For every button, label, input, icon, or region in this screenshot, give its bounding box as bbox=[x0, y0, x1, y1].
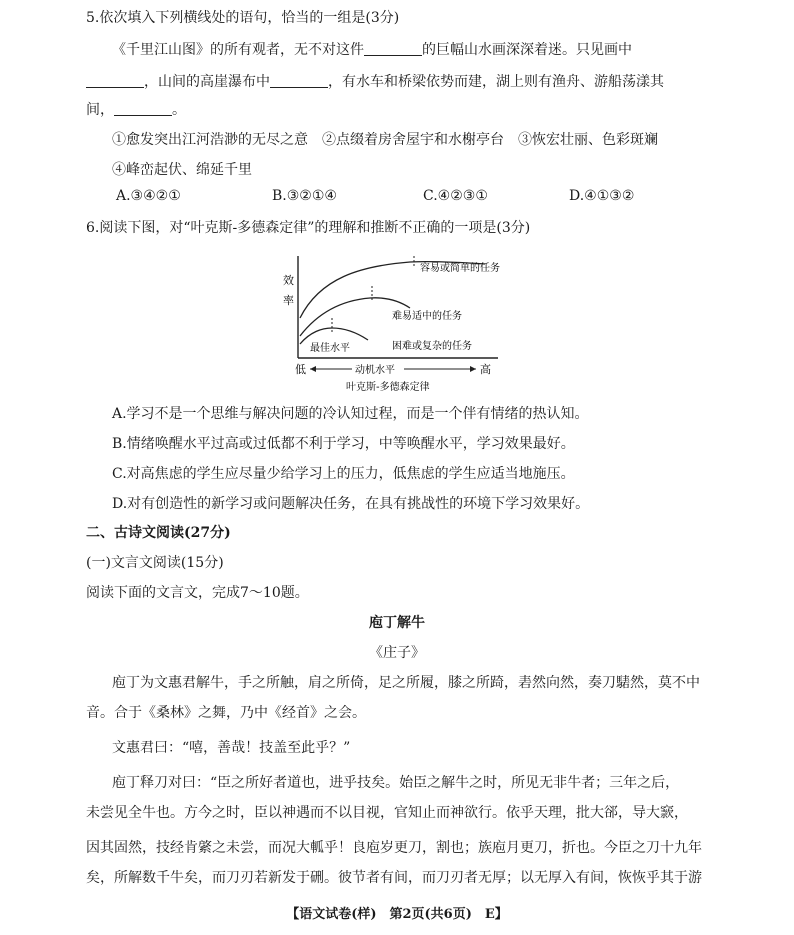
optimal-label: 最佳水平 bbox=[310, 343, 350, 354]
q5-items-1: ①愈发突出江河浩渺的无尽之意 ②点缀着房舍屋宇和水榭亭台 ③恢宏壮丽、色彩斑斓 bbox=[112, 132, 658, 148]
passage-p1-line1: 庖丁为文惠君解牛，手之所触，肩之所倚，足之所履，膝之所踦，砉然向然，奏刀騞然，莫不中 bbox=[112, 675, 700, 691]
q6-option-c: C.对高焦虑的学生应尽量少给学习上的压力，低焦虑的学生应适当地施压。 bbox=[112, 466, 575, 482]
q5-line3: 间， 。 bbox=[86, 102, 186, 118]
q5-line1: 《千里江山图》的所有观者，无不对这件 的巨幅山水画深深着迷。只见画中 bbox=[112, 42, 632, 58]
passage-author: 《庄子》 bbox=[369, 645, 425, 661]
q5-line2: ，山间的高崖瀑布中 ，有水车和桥梁依势而建，湖上则有渔舟、游船荡漾其 bbox=[86, 72, 664, 92]
q6-option-a: A.学习不是一个思维与解决问题的冷认知过程，而是一个伴有情绪的热认知。 bbox=[112, 406, 589, 422]
q5-option-d: D.④①③② bbox=[569, 188, 635, 204]
passage-p3-line1: 庖丁释刀对曰：“臣之所好者道也，进乎技矣。始臣之解牛之时，所见无非牛者；三年之后， bbox=[112, 775, 680, 791]
blank-2 bbox=[86, 73, 144, 88]
passage-p3-line4: 矣，所解数千牛矣，而刀刃若新发于硎。彼节者有间，而刀刃者无厚；以无厚入有间，恢恢乎其于游 bbox=[86, 870, 702, 886]
q6-stem: 6.阅读下图，对“叶克斯-多德森定律”的理解和推断不正确的一项是(3分) bbox=[86, 220, 531, 236]
x-axis-label: 动机水平 bbox=[355, 365, 395, 376]
q6-option-d: D.对有创造性的新学习或问题解决任务，在具有挑战性的环境下学习效果好。 bbox=[112, 496, 590, 512]
figure-caption: 叶克斯-多德森定律 bbox=[346, 382, 430, 393]
x-arrow-left-head bbox=[310, 366, 316, 372]
x-arrow-right-head bbox=[470, 366, 476, 372]
section-title: 二、古诗文阅读(27分) bbox=[86, 525, 231, 541]
passage-p3-line3: 因其固然，技经肯綮之未尝，而况大軱乎！良庖岁更刀，割也；族庖月更刀，折也。今臣之刀十九年 bbox=[86, 840, 702, 856]
blank-4 bbox=[114, 101, 172, 116]
yerkes-dodson-figure bbox=[280, 248, 510, 398]
x-high-label: 高 bbox=[480, 363, 491, 376]
passage-title: 庖丁解牛 bbox=[369, 615, 425, 631]
blank-3 bbox=[270, 73, 328, 88]
y-label-2: 率 bbox=[283, 294, 294, 307]
curve-medium-label: 难易适中的任务 bbox=[392, 311, 462, 322]
subsection-title: (一)文言文阅读(15分) bbox=[86, 555, 224, 571]
reading-instruction: 阅读下面的文言文，完成7～10题。 bbox=[86, 585, 309, 601]
passage-p3-line2: 未尝见全牛也。方今之时，臣以神遇而不以目视，官知止而神欲行。依乎天理，批大郤，导大窾， bbox=[86, 805, 688, 821]
q5-stem: 5.依次填入下列横线处的语句，恰当的一组是(3分) bbox=[86, 10, 400, 26]
q5-option-a: A.③④②① bbox=[116, 188, 181, 204]
q6-option-b: B.情绪唤醒水平过高或过低都不利于学习，中等唤醒水平，学习效果最好。 bbox=[112, 436, 575, 452]
passage-p1-line2: 音。合于《桑林》之舞，乃中《经首》之会。 bbox=[86, 705, 366, 721]
blank-1 bbox=[364, 41, 422, 56]
passage-p2-line1: 文惠君曰：“嘻，善哉！技盖至此乎？” bbox=[112, 740, 351, 756]
page-footer: 【语文试卷(样) 第2页(共6页) E】 bbox=[286, 907, 508, 922]
q5-option-c: C.④②③① bbox=[423, 188, 488, 204]
y-label-1: 效 bbox=[283, 274, 294, 287]
curve-hard-label: 困难或复杂的任务 bbox=[392, 341, 472, 352]
curve-hard bbox=[300, 328, 368, 344]
q5-items-2: ④峰峦起伏、绵延千里 bbox=[112, 162, 252, 178]
x-low-label: 低 bbox=[295, 363, 306, 376]
q5-option-b: B.③②①④ bbox=[272, 188, 337, 204]
curve-easy-label: 容易或简单的任务 bbox=[420, 263, 500, 274]
